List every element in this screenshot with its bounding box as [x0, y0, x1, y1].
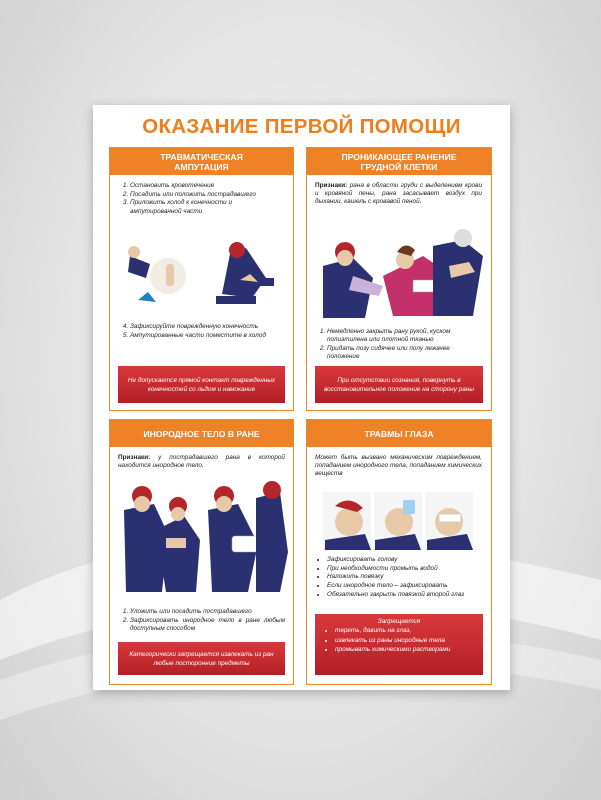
list-item: • Если инородное тело – зафиксировать [327, 582, 482, 590]
list-item: 4. Зафиксируйте поврежденную конечность [130, 323, 283, 331]
panel-title: ТРАВМАТИЧЕСКАЯ АМПУТАЦИЯ [110, 148, 293, 175]
panel-title: ТРАВМЫ ГЛАЗА [307, 420, 491, 447]
list-item: 3. Приложить холод к конечности и ампутированной части [130, 199, 283, 215]
warning-box: Категорически запрещается извлекать из ран любые посторонние предметы [118, 642, 285, 675]
list-item: 2. Посадить или положить пострадавшего [130, 191, 283, 199]
panel-chest-wound [306, 147, 492, 411]
steps-list [118, 182, 283, 216]
warning-box: Не допускается прямой контакт поврежденных конечностей со льдом и намокание [118, 366, 285, 403]
steps-list [315, 556, 482, 600]
panel-title: ПРОНИКАЮЩЕЕ РАНЕНИЕ ГРУДНОЙ КЛЕТКИ [307, 148, 491, 175]
list-item: • Обязательно закрыть повязкой второй глаз [327, 591, 482, 599]
list-item: 1. Уложить или посадить пострадавшего [130, 608, 285, 616]
foreign-body-illustration [116, 480, 288, 598]
list-item: • Наложить повязку [327, 573, 482, 581]
signs-text: Признаки: рана в области груди с выделением крови и кровяной пены, рана засасывает воздух при дыхании, кашель с кровавой пеной. [315, 182, 483, 206]
list-item: 2. Зафиксировать инородное тело в ране любым доступным способом [130, 617, 285, 633]
chest-wound-illustration [313, 226, 485, 322]
list-item: 5. Ампутированные части поместите в холод [130, 332, 283, 340]
amputation-illustration [120, 236, 285, 316]
steps-list [315, 328, 482, 362]
panel-traumatic-amputation [109, 147, 294, 411]
list-item: • тереть, давить на глаз, [335, 626, 483, 635]
warning-box [315, 614, 483, 675]
panel-title: ИНОРОДНОЕ ТЕЛО В РАНЕ [110, 420, 293, 447]
panel-foreign-body [109, 419, 294, 685]
signs-text: Признаки: у пострадавшего рана в которой находится инородное тело. [118, 454, 285, 470]
steps-list [118, 608, 285, 634]
eye-injury-illustration [323, 492, 473, 550]
first-aid-poster [93, 105, 510, 690]
list-item: • При необходимости промыть водой [327, 565, 482, 573]
list-item: • промывать химическими растворами [335, 645, 483, 654]
poster-title: ОКАЗАНИЕ ПЕРВОЙ ПОМОЩИ [142, 115, 461, 138]
warning-title: Запрещается [377, 618, 421, 625]
list-item: • Зафиксировать голову [327, 556, 482, 564]
list-item: 2. Придать позу сидячее или полу лежачее положение [327, 345, 482, 361]
panel-eye-injury [306, 419, 492, 685]
steps-list-continued [118, 323, 283, 340]
list-item: 1. Остановить кровотечение [130, 182, 283, 190]
list-item: • извлекать из раны инородные тела [335, 636, 483, 645]
intro-text: Может быть вызвано механическим повреждением, попаданием инородного тела, попаданием химических веществ [315, 454, 482, 478]
list-item: 1. Немедленно закрыть рану рукой, куском полиэтилена или плотной тканью [327, 328, 482, 344]
warning-box: При отсутствии сознания, повернуть в восстановительное положение на сторону раны [315, 366, 483, 403]
